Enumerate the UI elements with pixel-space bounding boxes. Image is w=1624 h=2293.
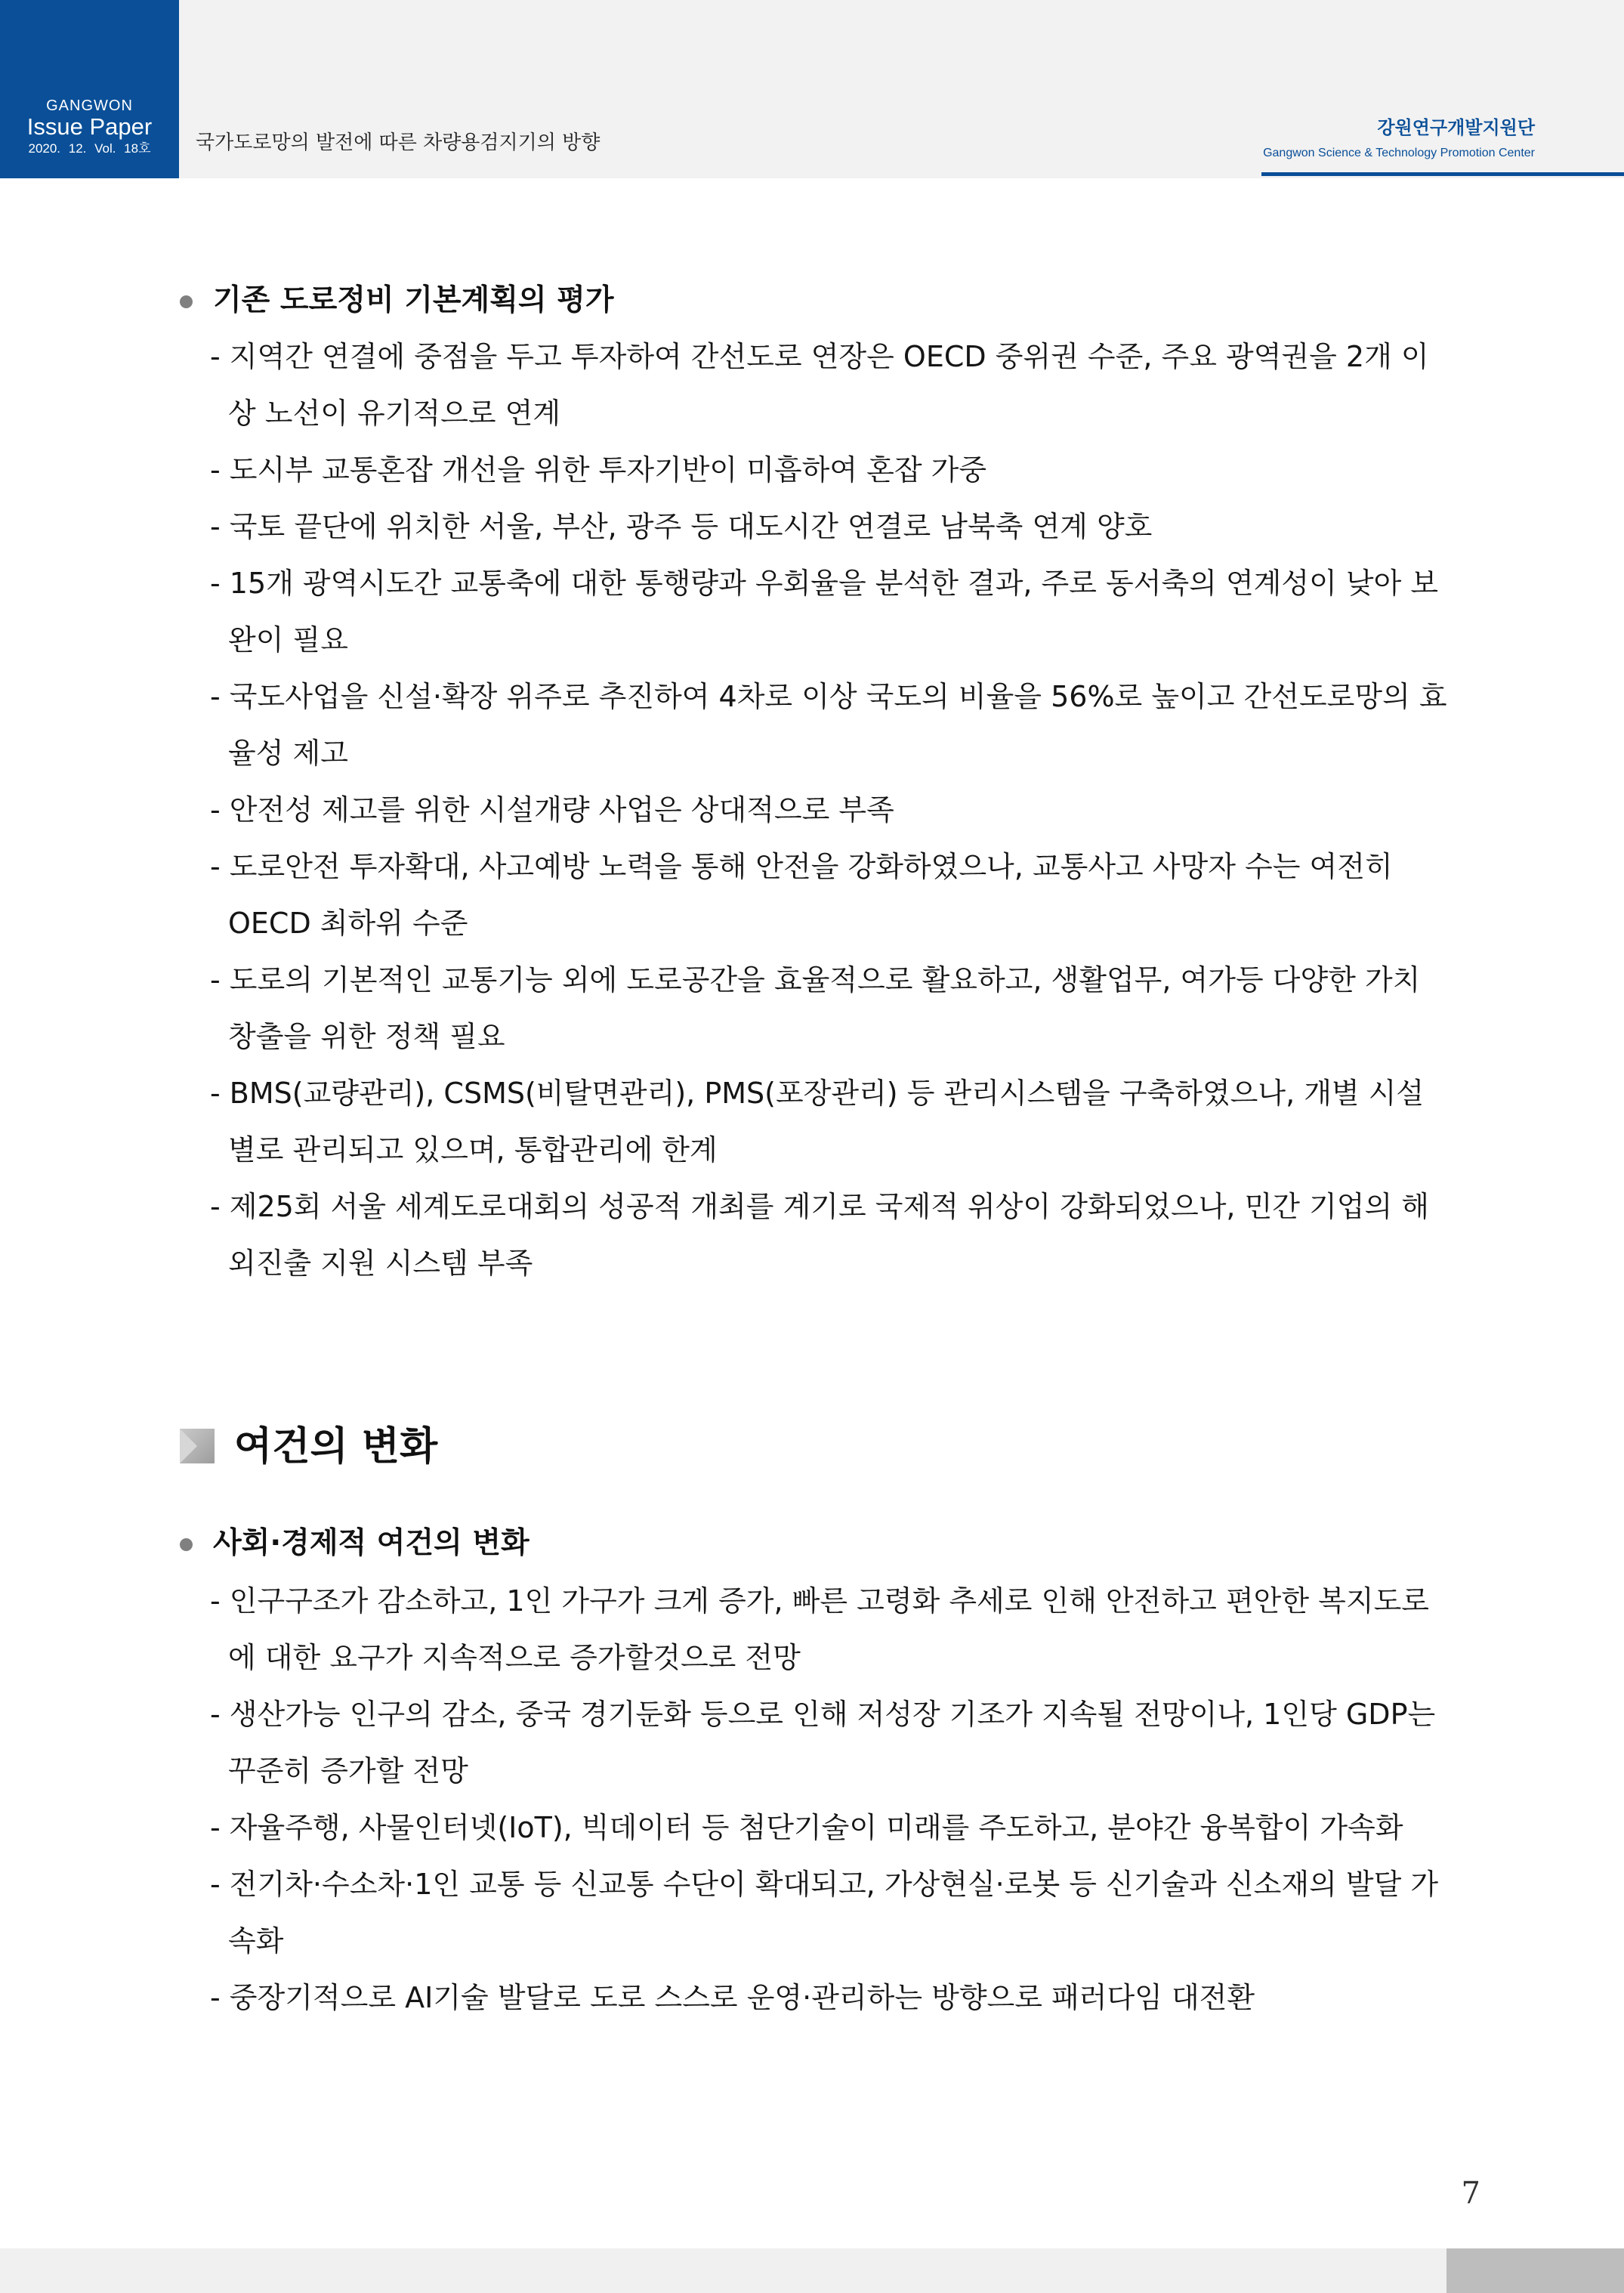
list-item: - 도로안전 투자확대, 사고예방 노력을 통해 안전을 강화하였으나, 교통사고 사망자 수는 여전히 OECD 최하위 수준 xyxy=(210,850,1393,940)
organization-name-kr: 강원연구개발지원단 xyxy=(1377,117,1535,138)
list-item: - 국토 끝단에 위치한 서울, 부산, 광주 등 대도시간 연결로 남북축 연계 양호 xyxy=(210,510,1153,543)
brand-top: GANGWON xyxy=(46,97,133,114)
footer-accent xyxy=(1446,2248,1624,2293)
bullet-heading-text: 기존 도로정비 기본계획의 평가 xyxy=(213,283,614,317)
bullet-dot-icon xyxy=(180,295,193,308)
section-square-icon xyxy=(180,1429,215,1463)
bullet-heading-text: 사회·경제적 여건의 변화 xyxy=(213,1526,529,1560)
list-item: - 도시부 교통혼잡 개선을 위한 투자기반이 미흡하여 혼잡 가중 xyxy=(210,453,987,487)
list-item: - 도로의 기본적인 교통기능 외에 도로공간을 효율적으로 활요하고, 생활업무, 여가등 다양한 가치 창출을 위한 정책 필요 xyxy=(210,963,1421,1053)
brand-issue: 2020. 12. Vol. 18호 xyxy=(28,141,151,156)
list-item: - 제25회 서울 세계도로대회의 성공적 개최를 계기로 국제적 위상이 강화되었으나, 민간 기업의 해외진출 지원 시스템 부족 xyxy=(210,1190,1430,1280)
brand-box xyxy=(0,0,179,178)
footer-bar xyxy=(0,2248,1624,2293)
bullet-heading-socioeconomic xyxy=(180,1525,529,1562)
list-item: - 인구구조가 감소하고, 1인 가구가 크게 증가, 빠른 고령화 추세로 인해 안전하고 편안한 복지도로에 대한 요구가 지속적으로 증가할것으로 전망 xyxy=(210,1584,1429,1674)
organization xyxy=(1263,116,1535,162)
list-item: - 안전성 제고를 위한 시설개량 사업은 상대적으로 부족 xyxy=(210,793,894,827)
brand-name: Issue Paper xyxy=(26,113,153,140)
list-item: - BMS(교량관리), CSMS(비탈면관리), PMS(포장관리) 등 관리시스템을 구축하였으나, 개별 시설별로 관리되고 있으며, 통합관리에 한계 xyxy=(210,1077,1425,1167)
header-title: 국가도로망의 발전에 따른 차량용검지기의 방향 xyxy=(196,131,601,154)
socioeconomic-list xyxy=(210,1573,1449,2026)
list-item: - 자율주행, 사물인터넷(IoT), 빅데이터 등 첨단기술이 미래를 주도하고, 분야간 융복합이 가속화 xyxy=(210,1811,1403,1844)
page-header xyxy=(0,0,1624,178)
list-item: - 지역간 연결에 중점을 두고 투자하여 간선도로 연장은 OECD 중위권 수준, 주요 광역권을 2개 이상 노선이 유기적으로 연계 xyxy=(210,340,1429,430)
list-item: - 전기차·수소차·1인 교통 등 신교통 수단이 확대되고, 가상현실·로봇 등 신기술과 신소재의 발달 가속화 xyxy=(210,1868,1439,1958)
list-item: - 15개 광역시도간 교통축에 대한 통행량과 우회율을 분석한 결과, 주로 동서축의 연계성이 낮아 보완이 필요 xyxy=(210,567,1439,657)
list-item: - 중장기적으로 AI기술 발달로 도로 스스로 운영·관리하는 방향으로 패러다임 대전환 xyxy=(210,1981,1255,2014)
page-number: 7 xyxy=(1461,2176,1480,2211)
organization-name-en: Gangwon Science & Technology Promotion Center xyxy=(1263,147,1535,159)
list-item: - 국도사업을 신설·확장 위주로 추진하여 4차로 이상 국도의 비율을 56%로 높이고 간선도로망의 효율성 제고 xyxy=(210,680,1447,770)
bullet-dot-icon xyxy=(180,1538,193,1551)
evaluation-list xyxy=(210,329,1449,1292)
section-title-text: 여건의 변화 xyxy=(234,1424,438,1469)
list-item: - 생산가능 인구의 감소, 중국 경기둔화 등으로 인해 저성장 기조가 지속될 전망이나, 1인당 GDP는 꾸준히 증가할 전망 xyxy=(210,1698,1436,1788)
bullet-heading-evaluation xyxy=(180,282,614,320)
header-rule xyxy=(1261,172,1624,176)
